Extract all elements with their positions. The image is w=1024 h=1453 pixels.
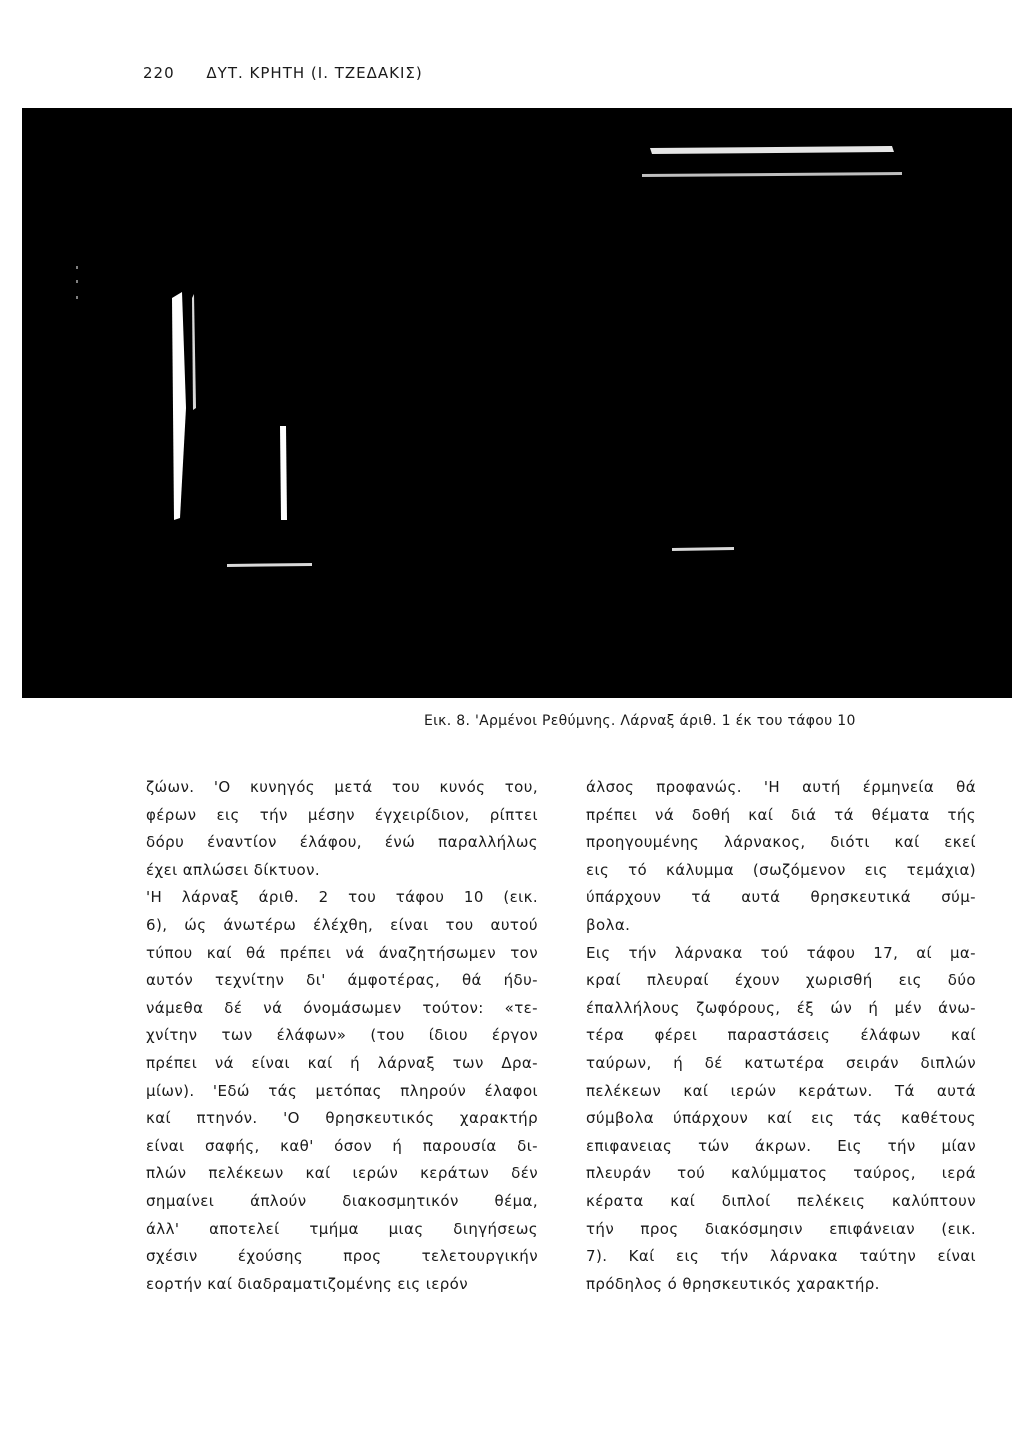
text-line: άλλ' αποτελεί τμήμα μιας διηγήσεως	[146, 1219, 538, 1238]
text-line: δόρυ έναντίον έλάφου, ένώ παραλλήλως	[146, 833, 538, 852]
text-line: έπαλλήλους ζωφόρους, έξ ών ή μέν άνω-	[586, 998, 976, 1017]
text-line: Εις τήν λάρνακα τού τάφου 17, αί μα-	[586, 943, 976, 962]
speck-3	[76, 296, 78, 299]
text-column-right	[586, 774, 976, 1298]
text-line: σχέσιν έχούσης προς τελετουργικήν	[146, 1247, 538, 1266]
text-line: ζώων. 'Ο κυνηγός μετά του κυνός του,	[146, 778, 538, 796]
photo-background	[22, 108, 1012, 698]
text-line: καί πτηνόν. 'Ο θρησκευτικός χαρακτήρ	[146, 1109, 538, 1128]
text-line: μίων). 'Εδώ τάς μετόπας πληρούν έλαφοι	[146, 1081, 538, 1100]
figure-photograph	[22, 108, 1012, 698]
running-title: ΔΥΤ. ΚΡΗΤΗ (Ι. ΤΖΕΔΑΚΙΣ)	[206, 64, 423, 82]
text-line: κέρατα καί διπλοί πελέκεις καλύπτουν	[586, 1191, 976, 1210]
text-line: άλσος προφανώς. 'Η αυτή έρμηνεία θά	[586, 778, 976, 796]
text-line: σημαίνει άπλούν διακοσμητικόν θέμα,	[146, 1191, 538, 1210]
text-line: πλών πελέκεων καί ιερών κεράτων δέν	[146, 1164, 538, 1183]
text-line: πρέπει νά δοθή καί διά τά θέματα τής	[586, 805, 976, 824]
text-line: εις τό κάλυμμα (σωζόμενον εις τεμάχια)	[586, 860, 976, 879]
text-line: 6), ώς άνωτέρω έλέχθη, είναι του αυτού	[146, 915, 538, 934]
text-line: 'Η λάρναξ άριθ. 2 του τάφου 10 (εικ.	[146, 888, 538, 907]
text-line: εορτήν καί διαδραματιζομένης εις ιερόν	[146, 1274, 468, 1293]
text-line: τήν προς διακόσμησιν επιφάνειαν (εικ.	[586, 1219, 976, 1238]
page-number: 220	[143, 64, 175, 82]
text-line: κραί πλευραί έχουν χωρισθή εις δύο	[586, 971, 976, 990]
text-line: σύμβολα ύπάρχουν καί εις τάς καθέτους	[586, 1109, 976, 1128]
text-column-left	[146, 774, 538, 1298]
leg-highlight	[280, 426, 287, 520]
text-line: πελέκεων καί ιερών κεράτων. Τά αυτά	[586, 1081, 976, 1100]
text-line: προηγουμένης λάρνακος, διότι καί εκεί	[586, 833, 976, 852]
text-line: ύπάρχουν τά αυτά θρησκευτικά σύμ-	[586, 888, 976, 907]
text-line: αυτόν τεχνίτην δι' άμφοτέρας, θά ήδυ-	[146, 971, 538, 990]
text-line: πρόδηλος ό θρησκευτικός χαρακτήρ.	[586, 1274, 880, 1293]
text-line: νάμεθα δέ νά όνομάσωμεν τούτον: «τε-	[146, 998, 538, 1017]
text-line: είναι σαφής, καθ' όσον ή παρουσία δι-	[146, 1136, 538, 1155]
speck-2	[76, 280, 78, 283]
text-line: τύπου καί θά πρέπει νά άναζητήσωμεν τον	[146, 943, 538, 962]
text-line: επιφανειας τών άκρων. Εις τήν μίαν	[586, 1136, 976, 1155]
text-line: τέρα φέρει παραστάσεις έλάφων καί	[586, 1026, 976, 1045]
text-line: φέρων εις τήν μέσην έγχειρίδιον, ρίπτει	[146, 805, 538, 824]
text-line: πρέπει νά είναι καί ή λάρναξ των Δρα-	[146, 1053, 538, 1072]
speck-1	[76, 266, 78, 269]
text-line: χνίτην των έλάφων» (του ίδιου έργον	[146, 1026, 538, 1045]
text-line: βολα.	[586, 915, 631, 934]
text-line: ταύρων, ή δέ κατωτέρα σειράν διπλών	[586, 1053, 976, 1072]
text-line: έχει απλώσει δίκτυον.	[146, 860, 321, 879]
text-line: 7). Καί εις τήν λάρνακα ταύτην είναι	[586, 1247, 976, 1266]
running-header	[143, 64, 423, 82]
text-line: πλευράν τού καλύμματος ταύρος, ιερά	[586, 1164, 976, 1183]
larnax-photo-placeholder	[22, 108, 1012, 698]
figure-caption: Εικ. 8. 'Αρμένοι Ρεθύμνης. Λάρναξ άριθ. 1 έκ του τάφου 10	[424, 713, 856, 729]
